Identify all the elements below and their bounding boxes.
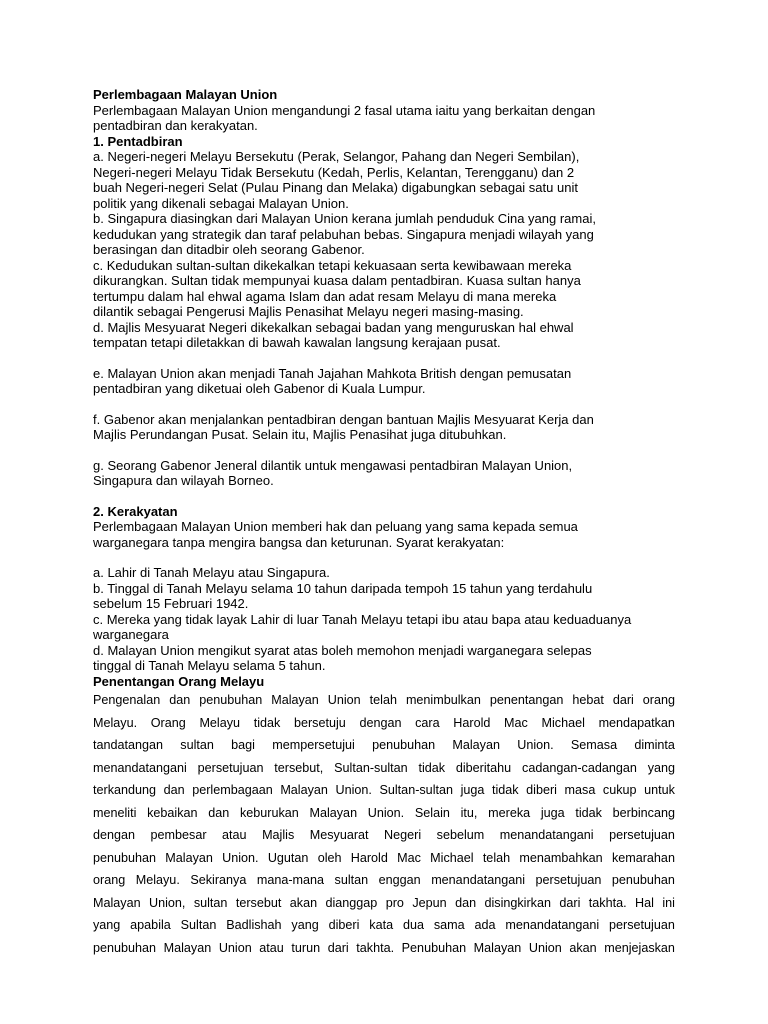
paragraph-line: tandatangan sultan bagi mempersetujui penubuhan Malayan Union. Semasa diminta	[93, 738, 675, 752]
list-item: d. Malayan Union mengikut syarat atas boleh memohon menjadi warganegara selepas	[93, 642, 592, 658]
paragraph-line: berasingan dan ditadbir oleh seorang Gabenor.	[93, 242, 365, 257]
justified-paragraph	[93, 689, 675, 959]
paragraph-gap	[93, 550, 693, 565]
paragraph-line: Perlembagaan Malayan Union memberi hak dan peluang yang sama kepada semua	[93, 519, 578, 534]
list-item: warganegara	[93, 627, 169, 642]
paragraph-gap	[93, 351, 693, 366]
paragraph-line: g. Seorang Gabenor Jeneral dilantik untuk mengawasi pentadbiran Malayan Union,	[93, 457, 573, 473]
paragraph-line: tertumpu dalam hal ehwal agama Islam dan adat resam Melayu di mana mereka	[93, 288, 557, 304]
paragraph-line: Malayan Union, sultan tersebut akan dianggap pro Jepun dan disingkirkan dari takhta. Hal ini	[93, 895, 675, 910]
paragraph-line: dilantik sebagai Pengerusi Majlis Penasihat Melayu negeri masing-masing.	[93, 304, 524, 319]
list-item: sebelum 15 Februari 1942.	[93, 596, 249, 611]
paragraph-line: warganegara tanpa mengira bangsa dan keturunan. Syarat kerakyatan:	[93, 534, 505, 550]
paragraph-line: buah Negeri-negeri Selat (Pulau Pinang dan Melaka) digabungkan sebagai satu unit	[93, 180, 578, 195]
paragraph-line: dengan pembesar atau Majlis Mesyuarat Negeri sebelum menandatangani persetujuan	[93, 828, 675, 842]
paragraph-line: yang apabila Sultan Badlishah yang diberi kata dua sama ada menandatangani persetujuan	[93, 918, 675, 932]
paragraph-line: Melayu. Orang Melayu tidak bersetuju dengan cara Harold Mac Michael mendapatkan	[93, 715, 675, 730]
paragraph-line: a. Negeri-negeri Melayu Bersekutu (Perak, Selangor, Pahang dan Negeri Sembilan),	[93, 149, 580, 164]
paragraph-line: Singapura dan wilayah Borneo.	[93, 473, 274, 488]
list-item: c. Mereka yang tidak layak Lahir di luar Tanah Melayu tetapi ibu atau bapa atau keduaduanya	[93, 611, 632, 627]
paragraph-line: kedudukan yang strategik dan taraf pelabuhan bebas. Singapura menjadi wilayah yang	[93, 226, 594, 242]
paragraph-line: politik yang dikenali sebagai Malayan Union.	[93, 195, 349, 211]
paragraph-line: d. Majlis Mesyuarat Negeri dikekalkan sebagai badan yang menguruskan hal ehwal	[93, 319, 574, 335]
document-body	[93, 87, 693, 959]
list-item: b. Tinggal di Tanah Melayu selama 10 tahun daripada tempoh 15 tahun yang terdahulu	[93, 580, 593, 596]
paragraph-gap	[93, 397, 693, 412]
section-heading-pentadbiran: 1. Pentadbiran	[93, 133, 183, 149]
paragraph-line: e. Malayan Union akan menjadi Tanah Jajahan Mahkota British dengan pemusatan	[93, 365, 572, 381]
paragraph-line: Negeri-negeri Melayu Tidak Bersekutu (Kedah, Perlis, Kelantan, Terengganu) dan 2	[93, 164, 575, 180]
paragraph-line: dikurangkan. Sultan tidak mempunyai kuasa dalam pentadbiran. Kuasa sultan hanya	[93, 273, 581, 288]
list-item: a. Lahir di Tanah Melayu atau Singapura.	[93, 565, 330, 580]
paragraph-line: b. Singapura diasingkan dari Malayan Union kerana jumlah penduduk Cina yang ramai,	[93, 211, 596, 226]
section-heading-kerakyatan: 2. Kerakyatan	[93, 503, 178, 519]
paragraph-line: Pengenalan dan penubuhan Malayan Union telah menimbulkan penentangan hebat dari orang	[93, 693, 675, 707]
list-item: tinggal di Tanah Melayu selama 5 tahun.	[93, 658, 326, 673]
section-heading-penentangan: Penentangan Orang Melayu	[93, 673, 265, 689]
paragraph-line: terkandung dan perlembagaan Malayan Union. Sultan-sultan juga tidak diberi masa cukup untuk	[93, 783, 675, 797]
paragraph-gap	[93, 489, 693, 504]
paragraph-line: f. Gabenor akan menjalankan pentadbiran dengan bantuan Majlis Mesyuarat Kerja dan	[93, 411, 594, 427]
paragraph-line: Majlis Perundangan Pusat. Selain itu, Majlis Penasihat juga ditubuhkan.	[93, 427, 507, 442]
paragraph-line: meneliti kebaikan dan keburukan Malayan Union. Selain itu, mereka juga tidak berbincang	[93, 805, 675, 820]
paragraph-line: tempatan tetapi diletakkan di bawah kawalan langsung kerajaan pusat.	[93, 335, 501, 350]
paragraph-line: penubuhan Malayan Union. Ugutan oleh Harold Mac Michael telah menambahkan kemarahan	[93, 850, 675, 865]
intro-line: pentadbiran dan kerakyatan.	[93, 118, 258, 133]
intro-line: Perlembagaan Malayan Union mengandungi 2 fasal utama iaitu yang berkaitan dengan	[93, 102, 596, 118]
document-title: Perlembagaan Malayan Union	[93, 87, 278, 102]
paragraph-gap	[93, 443, 693, 458]
paragraph-line: menandatangani persetujuan tersebut, Sultan-sultan tidak diberitahu cadangan-cadangan yang	[93, 760, 675, 775]
paragraph-line: penubuhan Malayan Union atau turun dari takhta. Penubuhan Malayan Union akan menjejaskan	[93, 940, 675, 955]
paragraph-line: c. Kedudukan sultan-sultan dikekalkan tetapi kekuasaan serta kewibawaan mereka	[93, 257, 572, 273]
paragraph-line: orang Melayu. Sekiranya mana-mana sultan enggan menandatangani persetujuan penubuhan	[93, 873, 675, 887]
paragraph-line: pentadbiran yang diketuai oleh Gabenor di Kuala Lumpur.	[93, 381, 426, 396]
